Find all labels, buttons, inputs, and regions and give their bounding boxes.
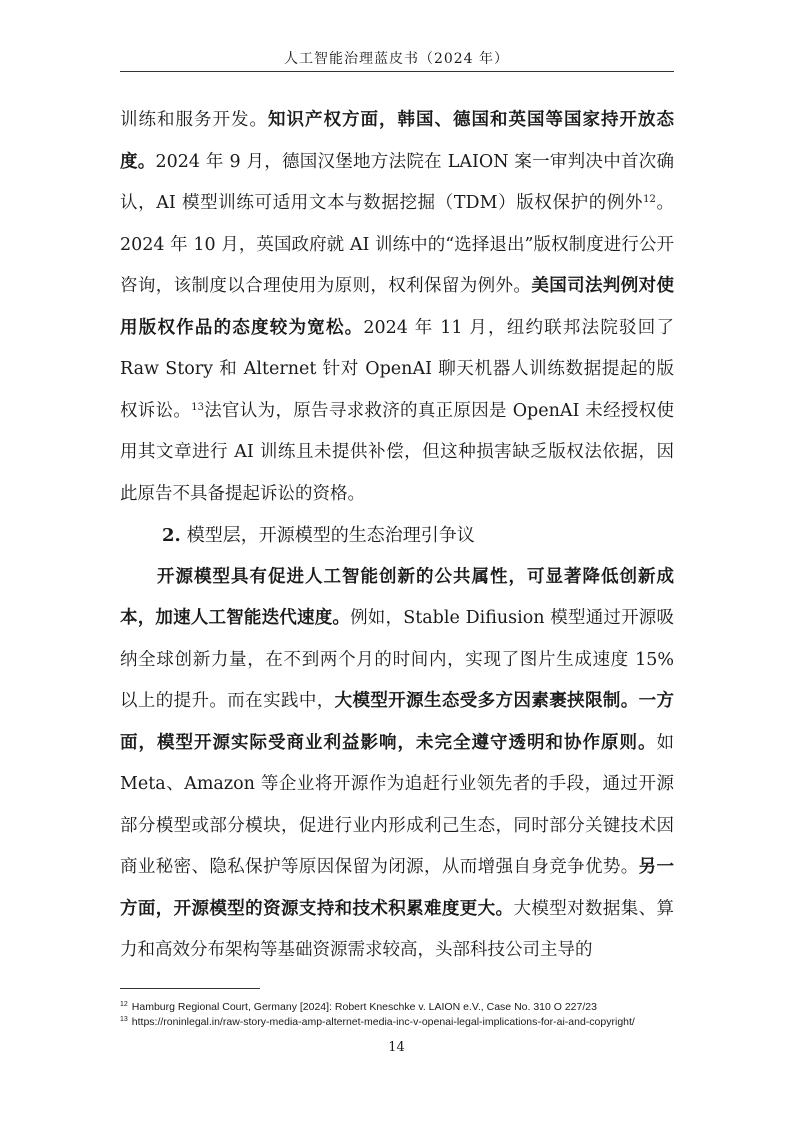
header-rule <box>120 71 674 72</box>
bold-run: 另一方面，开源模型的资源支持和技术积累难度更大。 <box>120 857 675 919</box>
section-heading <box>120 515 674 557</box>
footnotes <box>120 1000 674 1030</box>
footnote-number: 13 <box>120 1016 128 1023</box>
text-run: 例如，Stable Difiusion 模型通过开源吸纳全球创新力量，在不到两个月的时间内，实现了图片生成速度 15% 以上的提升。而在实践中， <box>120 608 674 711</box>
text-run: 训练和服务开发。 <box>120 110 268 130</box>
section-number: 2. <box>162 525 181 546</box>
text-run: 法官认为，原告寻求救济的真正原因是 OpenAI 未经授权使用其文章进行 AI 训练且未提供补偿，但这种损害缺乏版权法依据，因此原告不具备提起诉讼的资格。 <box>120 400 674 504</box>
text-run: 2024 年 9 月，德国汉堡地方法院在 LAION 案一审判决中首次确认，AI 模型训练可适用文本与数据挖掘（TDM）版权保护的例外 <box>120 151 674 213</box>
footnote-rule <box>120 988 260 989</box>
footnote-12 <box>120 1000 674 1015</box>
bold-run: 美国司法判例对使用版权作品的态度较为宽松。 <box>120 276 675 338</box>
footnote-link[interactable]: https://roninlegal.in/raw-story-media-amp-alternet-media-inc-v-openai-legal-implications-for-ai-and-copyright/ <box>131 1016 635 1028</box>
text-run: 如 Meta、Amazon 等企业将开源作为追赶行业领先者的手段，通过开源部分模型或部分模块，促进行业内形成利己生态，同时部分关键技术因商业秘密、隐私保护等原因保留为闭源，从而增强自身竞争优势。 <box>120 732 674 877</box>
footnote-ref-13[interactable]: 13 <box>191 401 204 413</box>
text-run: 。2024 年 10 月，英国政府就 AI 训练中的“选择退出”版权制度进行公开咨询，该制度以合理使用为原则，权利保留为例外。 <box>120 193 675 296</box>
main-body <box>120 100 674 972</box>
text-run: 大模型对数据集、算力和高效分布架构等基础资源需求较高，头部科技公司主导的 <box>120 898 675 960</box>
section-title: 模型层，开源模型的生态治理引争议 <box>186 525 475 546</box>
bold-run: 大模型开源生态受多方因素裹挟限制。一方面，模型开源实际受商业利益影响，未完全遵守透明和协作原则。 <box>120 691 675 753</box>
footnote-number: 12 <box>120 1001 128 1008</box>
paragraph-open-source <box>120 557 674 972</box>
footnote-13 <box>120 1015 674 1030</box>
bold-run: 开源模型具有促进人工智能创新的公共属性，可显著降低创新成本，加速人工智能迭代速度。 <box>120 566 674 628</box>
footnote-text: Hamburg Regional Court, Germany [2024]: Robert Kneschke v. LAION e.V., Case No. 310 O 227/23 <box>131 1001 597 1013</box>
footnote-ref-12[interactable]: 12 <box>643 194 656 205</box>
paragraph-ip <box>120 100 674 515</box>
text-run: 2024 年 11 月，纽约联邦法院驳回了 Raw Story 和 Alternet 针对 OpenAI 聊天机器人训练数据提起的版权诉讼。 <box>120 317 674 421</box>
bold-run: 知识产权方面，韩国、德国和英国等国家持开放态度。 <box>120 110 674 172</box>
page-number: 14 <box>388 1040 405 1055</box>
running-header: 人工智能治理蓝皮书（2024 年） <box>283 51 510 67</box>
